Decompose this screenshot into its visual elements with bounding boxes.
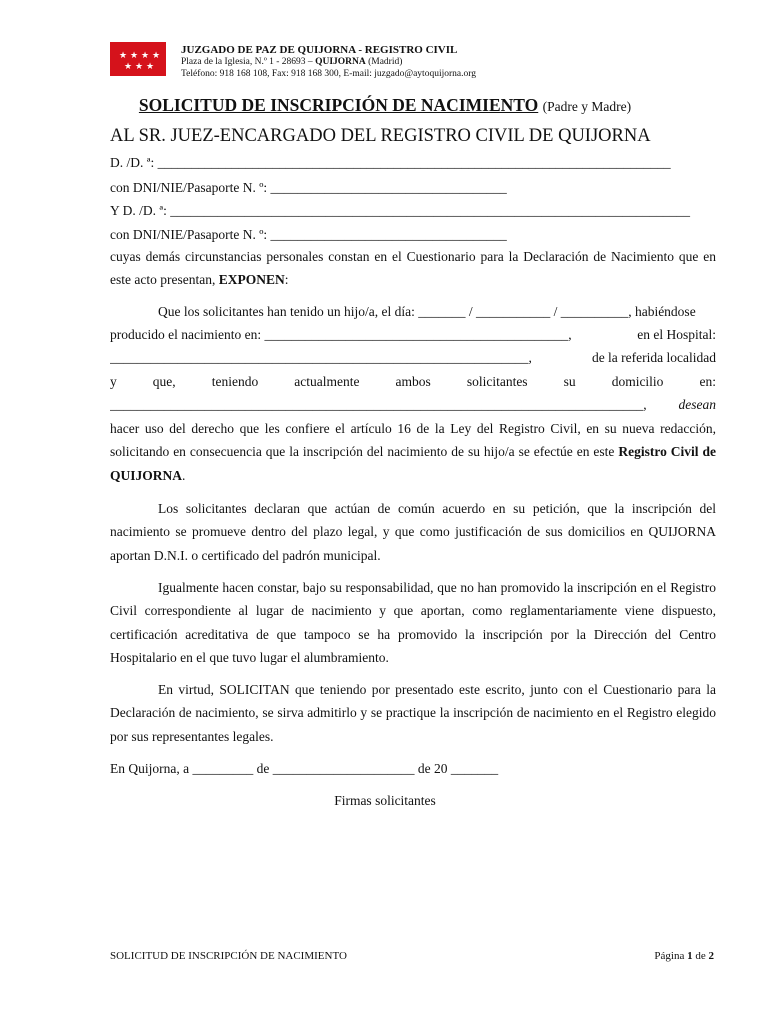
word-4: actualmente <box>294 374 360 389</box>
word-9: en: <box>699 374 716 389</box>
declaration-paragraph: Igualmente hacen constar, bajo su responsabilidad, que no han promovido la inscripción en el Registro Civil correspondiente al lugar de nacimiento y que aportan, como reglamentariamente viene dispuesto, certificación acreditativa de que tampoco se ha promovido la inscripción por la Dirección del Centro Hospitalario en el que tuvo lugar el alumbramiento. <box>110 580 716 665</box>
agreement-paragraph: Los solicitantes declaran que actúan de común acuerdo en su petición, que la inscripción del nacimiento se promueve dentro del plazo legal, y que como justificación de sus domicilios en QUIJORNA aportan D.N.I. o certificado del padrón municipal. <box>110 501 716 563</box>
request-end: . <box>182 467 186 483</box>
court-name: JUZGADO DE PAZ DE QUIJORNA - REGISTRO CIVIL <box>181 44 458 56</box>
word-5: ambos <box>395 374 431 389</box>
document-title <box>0 95 770 116</box>
domicile-field[interactable]: _______________________________________________________________________________, <box>110 397 647 412</box>
signatures-label: Firmas solicitantes <box>334 793 436 808</box>
hospital-line <box>110 350 716 366</box>
word-2: que, <box>152 374 176 389</box>
svg-text:★: ★ <box>130 51 139 61</box>
svg-text:★: ★ <box>146 62 155 72</box>
page-number <box>654 950 714 962</box>
birth-place-line <box>110 327 716 343</box>
hospital-field[interactable]: ______________________________________________________________, <box>110 350 532 365</box>
title-sub: (Padre y Madre) <box>542 99 632 114</box>
svg-text:★: ★ <box>141 51 150 61</box>
request-text: hacer uso del derecho que les confiere el artículo 16 de la Ley del Registro Civil, en su nueva redacción, solicitando en consecuencia que la inscripción del nacimiento de su hijo/a se efectúe en este <box>110 421 716 460</box>
madrid-flag-icon <box>110 42 166 76</box>
address-region: (Madrid) <box>365 57 403 67</box>
intro-text: cuyas demás circunstancias personales constan en el Cuestionario para la Declaración de Nacimiento que en este acto presentan, <box>110 249 716 288</box>
svg-text:★: ★ <box>119 51 128 61</box>
hospital-label: en el Hospital: <box>637 327 716 342</box>
addressee: AL SR. JUEZ-ENCARGADO DEL REGISTRO CIVIL DE QUIJORNA <box>110 126 651 146</box>
applicant2-name-field[interactable]: Y D. /D. ª: _____________________________________________________________________________ <box>110 203 690 218</box>
stars-icon <box>110 42 166 76</box>
word-1: y <box>110 374 117 389</box>
birth-date-field[interactable]: Que los solicitantes han tenido un hijo/a, el día: _______ / ___________ / __________, habiéndose <box>158 304 696 319</box>
request-paragraph <box>110 417 716 487</box>
intro-end: : <box>284 272 289 288</box>
page-current: 1 <box>687 950 693 962</box>
birth-place-field[interactable]: producido el nacimiento en: _____________________________________________, <box>110 327 572 342</box>
domicile-line <box>110 374 716 390</box>
address-town: QUIJORNA <box>315 57 366 67</box>
word-7: su <box>563 374 576 389</box>
address-text: Plaza de la Iglesia, N.º 1 - 28693 – <box>181 57 316 67</box>
page-label: Página <box>654 950 688 962</box>
word-3: teniendo <box>211 374 259 389</box>
locality-text: de la referida localidad <box>591 350 716 365</box>
word-8: domicilio <box>611 374 664 389</box>
applicant1-id-field[interactable]: con DNI/NIE/Pasaporte N. º: ___________________________________ <box>110 180 507 195</box>
footer-title: SOLICITUD DE INSCRIPCIÓN DE NACIMIENTO <box>110 950 347 962</box>
solicitation-paragraph: En virtud, SOLICITAN que teniendo por presentado este escrito, junto con el Cuestionario para la Declaración de nacimiento, se sirva admitirlo y se practique la inscripción de nacimiento en el Registro elegido por sus representantes legales. <box>110 682 716 744</box>
court-contact: Teléfono: 918 168 108, Fax: 918 168 300, E-mail: juzgado@aytoquijorna.org <box>181 69 476 79</box>
page-total: 2 <box>708 950 714 962</box>
letterhead <box>181 44 476 80</box>
registry-name: Registro Civil de QUIJORNA <box>110 444 716 483</box>
exponen-label: EXPONEN <box>218 272 285 288</box>
page-of: de <box>692 950 709 962</box>
svg-text:★: ★ <box>152 51 161 61</box>
svg-text:★: ★ <box>124 62 133 72</box>
applicant1-name-field[interactable]: D. /D. ª: ____________________________________________________________________________ <box>110 155 671 170</box>
title-main: SOLICITUD DE INSCRIPCIÓN DE NACIMIENTO <box>138 95 539 115</box>
svg-text:★: ★ <box>135 62 144 72</box>
word-6: solicitantes <box>466 374 528 389</box>
intro-paragraph <box>110 245 716 292</box>
court-address <box>181 56 476 68</box>
applicant2-id-field[interactable]: con DNI/NIE/Pasaporte N. º: ___________________________________ <box>110 227 507 242</box>
desean-text: desean <box>678 397 716 412</box>
date-line-field[interactable]: En Quijorna, a _________ de _____________________ de 20 _______ <box>110 761 499 776</box>
domicile-field-line <box>110 397 716 413</box>
